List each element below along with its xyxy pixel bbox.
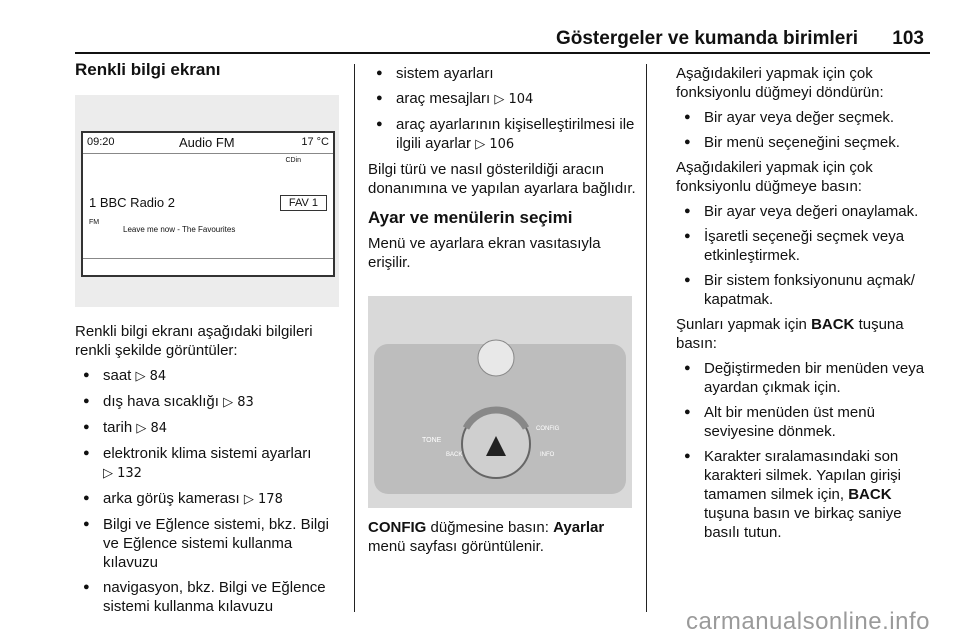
- paragraph: Aşağıdakileri yapmak için çok fonksiyonlu düğmeyi döndürün:: [676, 65, 884, 101]
- screen-fav: FAV 1: [280, 195, 327, 211]
- screen-station: 1 BBC Radio 2: [89, 195, 175, 210]
- list-item: ● saat ▷ 84: [75, 366, 343, 386]
- info-list: [75, 366, 343, 616]
- list-item: ● Alt bir menüden üst menü seviyesine dönmek.: [676, 403, 936, 441]
- info-label: INFO: [540, 452, 555, 458]
- column-2: [368, 64, 636, 278]
- paragraph: Menü ve ayarlara ekran vasıtasıyla erişilir.: [368, 235, 601, 271]
- list-item: ● araç ayarlarının kişiselleştirilmesi ile ilgili ayarlar ▷ 106: [368, 115, 636, 154]
- list-item: ● elektronik klima sistemi ayarları ▷ 132: [75, 444, 343, 483]
- header-title: Göstergeler ve kumanda birimleri: [555, 28, 858, 49]
- page-header: [75, 24, 930, 50]
- list-item: ● Bir ayar veya değer seçmek.: [676, 108, 936, 127]
- config-label: CONFIG: [536, 426, 560, 432]
- list-item: ● navigasyon, bkz. Bilgi ve Eğlence sistemi kullanma kılavuzu: [75, 578, 343, 616]
- list-item: ● Bir ayar veya değeri onaylamak.: [676, 202, 936, 221]
- tone-label: TONE: [422, 437, 442, 444]
- screen-top-bar: [83, 133, 333, 154]
- watermark: carmanualsonline.info: [686, 608, 930, 635]
- list-item: ● sistem ayarları: [368, 64, 636, 83]
- list-item: ● Karakter sıralamasındaki son karakteri silmek. Yapılan girişi tamamen silmek için, BACK tuşuna basın ve birkaç saniye basılı tutun.: [676, 447, 936, 542]
- figure-caption: CONFIG düğmesine basın: Ayarlar menü sayfası görüntülenir.: [368, 519, 605, 555]
- column-divider: [354, 64, 355, 612]
- display-screen: [81, 131, 335, 277]
- section-heading: Renkli bilgi ekranı: [75, 60, 221, 79]
- display-figure: [75, 95, 339, 307]
- page-number: 103: [892, 28, 924, 49]
- list-item: ● Değiştirmeden bir menüden veya ayardan çıkmak için.: [676, 359, 936, 397]
- back-label: BACK: [446, 452, 463, 458]
- screen-divider: [83, 258, 333, 259]
- list-item: ● tarih ▷ 84: [75, 418, 343, 438]
- list-item: ● arka görüş kamerası ▷ 178: [75, 489, 343, 509]
- info-list-cont: [368, 64, 636, 154]
- list-item: ● Bir sistem fonksiyonunu açmak/ kapatmak.: [676, 271, 936, 309]
- paragraph: Bilgi türü ve nasıl gösterildiği aracın donanımına ve yapılan ayarlara bağlıdır.: [368, 161, 636, 197]
- rotate-list: [676, 108, 936, 152]
- screen-cdin: CDin: [285, 157, 301, 164]
- list-item: ● Bilgi ve Eğlence sistemi, bkz. Bilgi ve Eğlence sistemi kullanma kılavuzu: [75, 515, 343, 572]
- column-3: [676, 64, 936, 548]
- paragraph: Aşağıdakileri yapmak için çok fonksiyonlu düğmeye basın:: [676, 159, 873, 195]
- list-item: ● İşaretli seçeneği seçmek veya etkinleştirmek.: [676, 227, 936, 265]
- back-list: [676, 359, 936, 542]
- column-1: [75, 60, 343, 86]
- header-rule: [75, 52, 930, 54]
- screen-temp: 17 °C: [301, 136, 329, 148]
- control-panel-illustration: [368, 296, 632, 508]
- screen-time: 09:20: [87, 136, 115, 148]
- intro-text: Renkli bilgi ekranı aşağıdaki bilgileri renkli şekilde görüntüler:: [75, 323, 313, 359]
- column-1-text: [75, 322, 343, 622]
- list-item: ● dış hava sıcaklığı ▷ 83: [75, 392, 343, 412]
- list-item: ● Bir menü seçeneğini seçmek.: [676, 133, 936, 152]
- controls-figure: [368, 296, 632, 508]
- screen-song: Leave me now - The Favourites: [123, 225, 236, 234]
- screen-band: FM: [89, 219, 100, 226]
- list-item: ● araç mesajları ▷ 104: [368, 89, 636, 109]
- section-heading: Ayar ve menülerin seçimi: [368, 208, 573, 227]
- column-divider: [646, 64, 647, 612]
- screen-source: Audio FM: [179, 135, 235, 150]
- paragraph: Şunları yapmak için BACK tuşuna basın:: [676, 316, 904, 352]
- press-list: [676, 202, 936, 309]
